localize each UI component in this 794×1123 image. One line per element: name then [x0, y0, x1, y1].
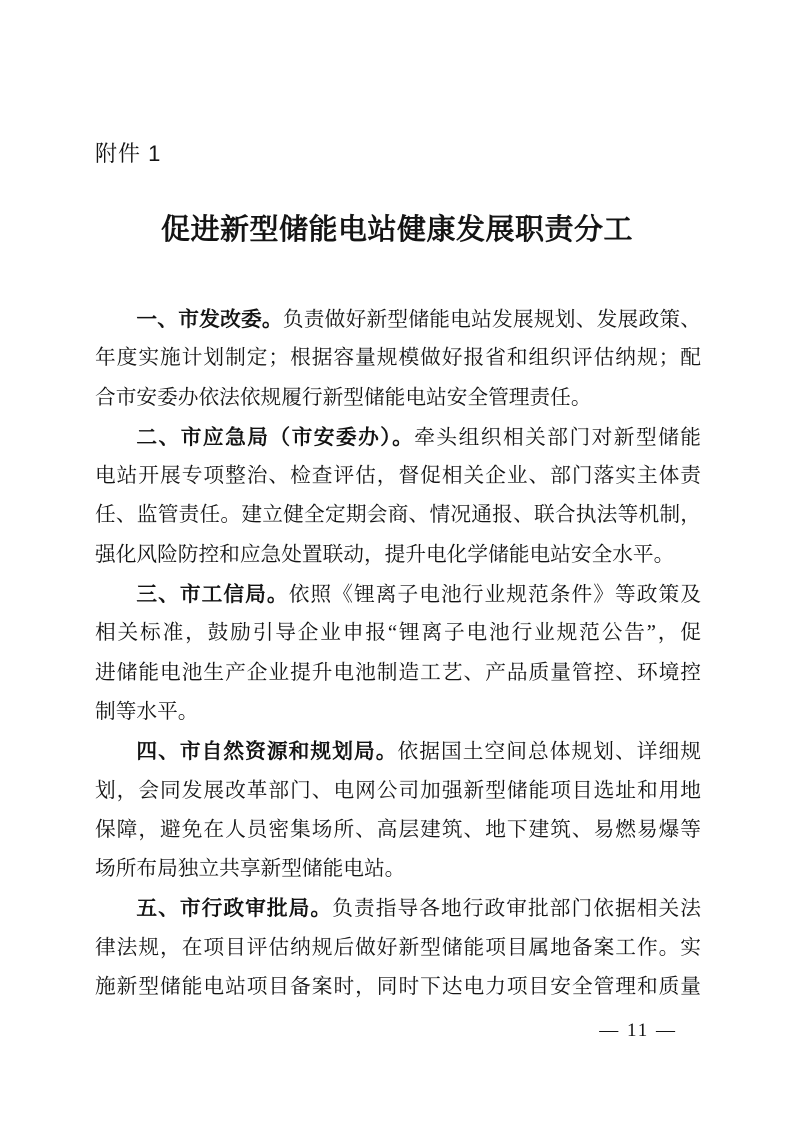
text-line: 律法规，在项目评估纳规后做好新型储能项目属地备案工作。实: [95, 936, 701, 959]
text-line: 年度实施计划制定；根据容量规模做好报省和组织评估纳规；配: [95, 347, 701, 370]
text-line: 电站开展专项整治、检查评估，督促相关企业、部门落实主体责: [95, 465, 701, 488]
paragraph-2-heading: 二、市应急局（市安委办）。: [136, 425, 415, 449]
paragraph-5: [95, 889, 701, 1007]
page-number: — 11 —: [599, 1020, 677, 1041]
text-line: [95, 732, 701, 771]
text-line: 施新型储能电站项目备案时，同时下达电力项目安全管理和质量: [95, 976, 701, 999]
paragraph-5-heading: 五、市行政审批局。: [136, 897, 333, 921]
paragraph-5-text: 负责指导各地行政审批部门依据相关法: [332, 898, 701, 921]
text-line: 进储能电池生产企业提升电池制造工艺、产品质量管控、环境控: [95, 661, 701, 684]
text-line: [95, 300, 701, 339]
paragraph-1: [95, 300, 701, 418]
paragraph-4-heading: 四、市自然资源和规划局。: [136, 740, 398, 764]
text-line: 合市安委办依法依规履行新型储能电站安全管理责任。: [95, 386, 592, 409]
paragraph-2-text: 牵头组织相关部门对新型储能: [414, 426, 701, 449]
text-line: 划，会同发展改革部门、电网公司加强新型储能项目选址和用地: [95, 779, 701, 802]
paragraph-4: [95, 732, 701, 889]
paragraph-4-text: 依据国土空间总体规划、详细规: [397, 741, 701, 764]
paragraph-1-text: 负责做好新型储能电站发展规划、发展政策、: [282, 309, 701, 331]
text-line: 相关标准，鼓励引导企业申报“锂离子电池行业规范公告”，促: [95, 622, 701, 645]
text-line: [95, 418, 701, 457]
paragraph-3-text: 依照《锂离子电池行业规范条件》等政策及: [288, 584, 701, 607]
text-line: 制等水平。: [95, 700, 199, 723]
paragraph-1-heading: 一、市发改委。: [136, 308, 283, 331]
text-line: 场所布局独立共享新型储能电站。: [95, 858, 406, 881]
document-title: 促进新型储能电站健康发展职责分工: [160, 214, 633, 246]
paragraph-3-heading: 三、市工信局。: [136, 583, 289, 607]
paragraph-2: [95, 418, 701, 575]
paragraph-3: [95, 575, 701, 732]
text-line: 强化风险防控和应急处置联动，提升电化学储能电站安全水平。: [95, 543, 675, 566]
text-line: 保障，避免在人员密集场所、高层建筑、地下建筑、易燃易爆等: [95, 818, 701, 841]
document-body: [95, 300, 701, 1007]
text-line: [95, 575, 701, 614]
text-line: 任、监管责任。建立健全定期会商、情况通报、联合执法等机制，: [95, 504, 701, 527]
text-line: [95, 889, 701, 928]
attachment-label: 附件 1: [95, 141, 162, 166]
